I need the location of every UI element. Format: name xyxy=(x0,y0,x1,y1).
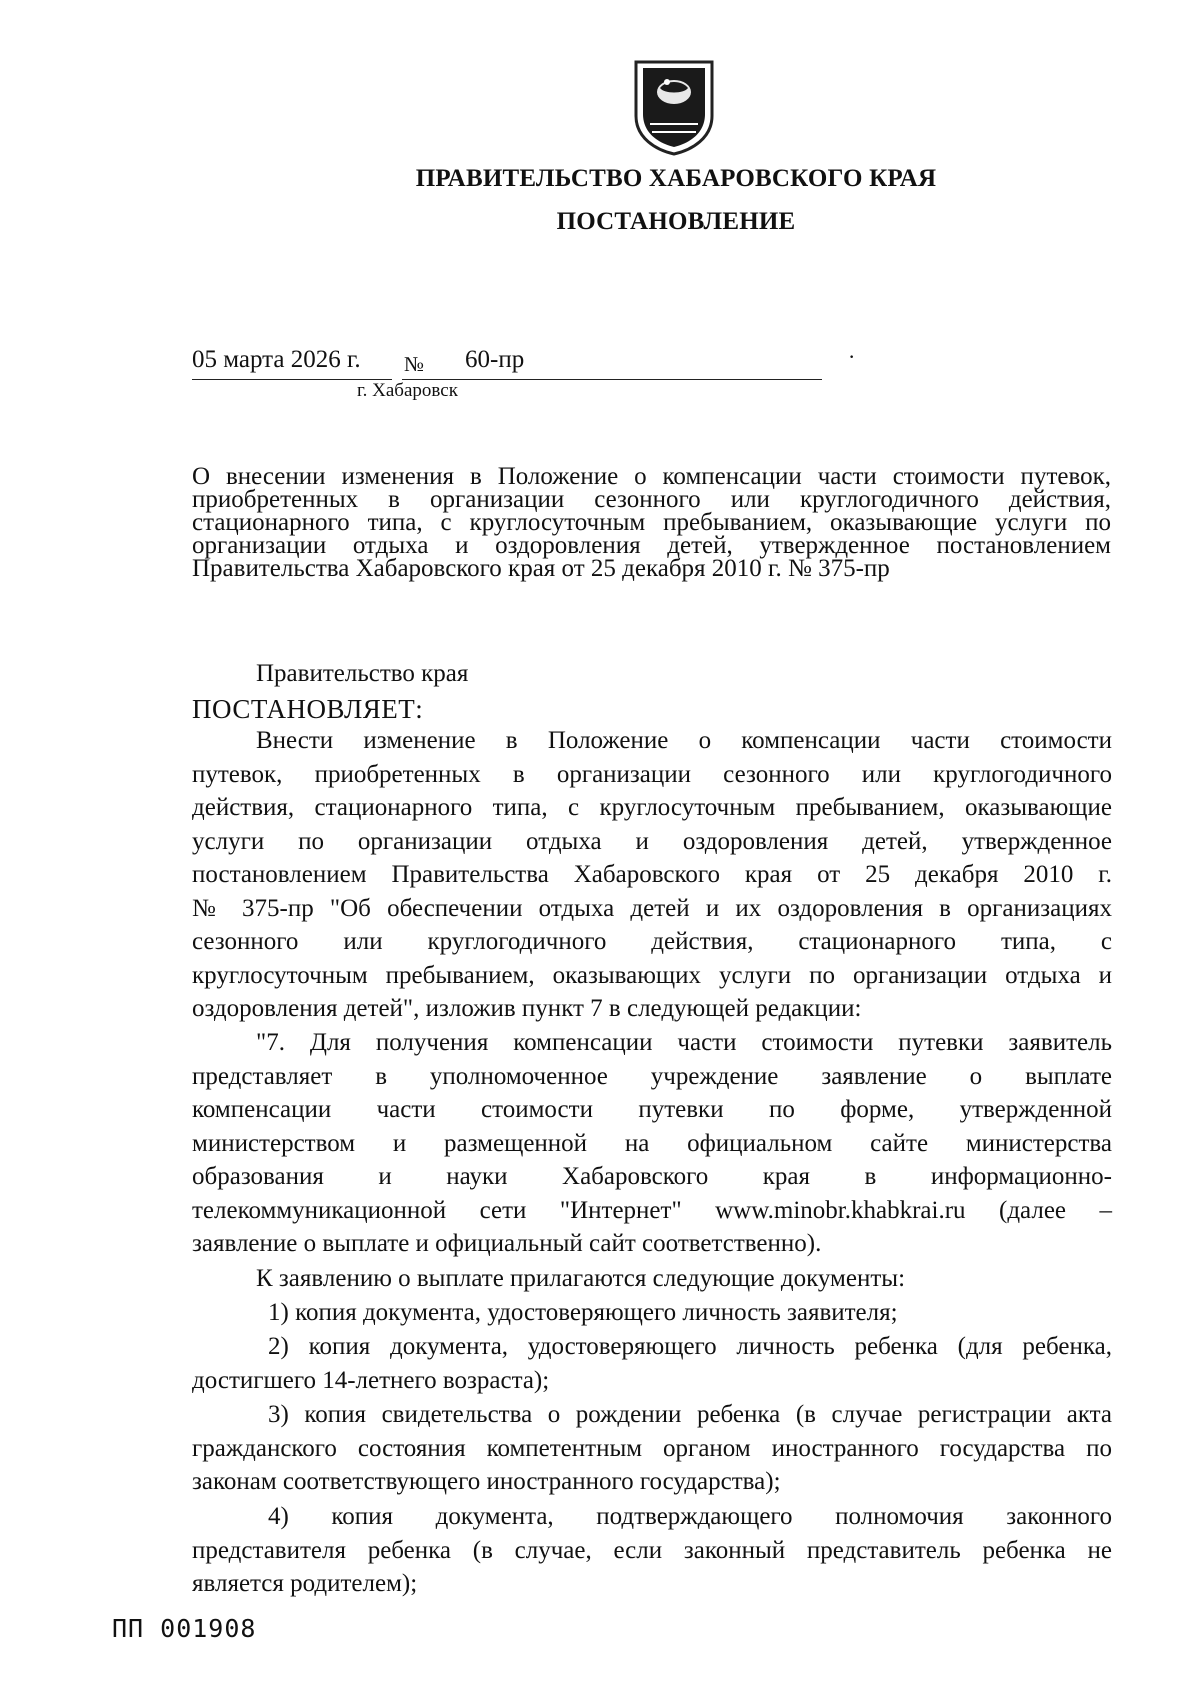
paragraph-line: образования и науки Хабаровского края в информационно- xyxy=(192,1163,1112,1190)
paragraph-line: круглосуточным пребыванием, оказывающих услуги по организации отдыха и xyxy=(192,961,1112,989)
paragraph-line: Внести изменение в Положение о компенсации части стоимости xyxy=(256,727,1112,754)
document-type: ПОСТАНОВЛЕНИЕ xyxy=(556,208,796,235)
paragraph-line: законам соответствующего иностранного государства); xyxy=(192,1468,781,1495)
document-subject xyxy=(192,465,1111,580)
form-code: ПП 001908 xyxy=(112,1614,257,1643)
paragraph-line: действия, стационарного типа, с круглосуточным пребыванием, оказывающие xyxy=(192,794,1112,821)
paragraph-line: компенсации части стоимости путевки по форме, утвержденной xyxy=(192,1096,1112,1123)
date-number-row xyxy=(192,344,856,382)
document-city: г. Хабаровск xyxy=(357,380,458,401)
document-item-1 xyxy=(192,1296,1112,1330)
paragraph-line: сезонного или круглогодичного действия, стационарного типа, с xyxy=(192,928,1112,955)
number-sign: № xyxy=(404,352,425,376)
stray-dot: · xyxy=(848,344,856,369)
paragraph-line: гражданского состояния компетентным органом иностранного государства по xyxy=(192,1434,1112,1462)
main-paragraph xyxy=(192,724,1112,1026)
paragraph-line: 3) копия свидетельства о рождении ребенка (в случае регистрации акта xyxy=(268,1401,1112,1428)
subject-line: О внесении изменения в Положение о компенсации части стоимости путевок, xyxy=(192,463,1111,490)
preamble-decree: ПОСТАНОВЛЯЕТ: xyxy=(192,694,424,724)
paragraph-line: 1) копия документа, удостоверяющего личность заявителя; xyxy=(268,1299,898,1326)
document-number: 60-пр xyxy=(465,346,525,373)
paragraph-line: постановлением Правительства Хабаровского края от 25 декабря 2010 г. xyxy=(192,861,1112,888)
paragraph-line: оздоровления детей", изложив пункт 7 в следующей редакции: xyxy=(192,995,862,1022)
organization-name: ПРАВИТЕЛЬСТВО ХАБАРОВСКОГО КРАЯ xyxy=(415,165,937,192)
paragraph-line: является родителем); xyxy=(192,1570,418,1597)
paragraph-line: достигшего 14-летнего возраста); xyxy=(192,1366,550,1394)
item-7-paragraph xyxy=(192,1026,1112,1261)
paragraph-line: 4) копия документа, подтверждающего полномочия законного xyxy=(268,1503,1112,1530)
paragraph-line: телекоммуникационной сети "Интернет" www.minobr.khabkrai.ru (далее – xyxy=(192,1196,1112,1224)
paragraph-line: министерством и размещенной на официальном сайте министерства xyxy=(192,1129,1112,1157)
subject-line: организации отдыха и оздоровления детей, утвержденное постановлением xyxy=(192,532,1111,559)
document-item-3 xyxy=(192,1398,1112,1499)
documents-intro xyxy=(192,1262,1112,1296)
paragraph-line: № 375-пр "Об обеспечении отдыха детей и их оздоровления в организациях xyxy=(192,894,1112,922)
document-item-4 xyxy=(192,1500,1112,1601)
document-item-2 xyxy=(192,1330,1112,1397)
preamble-government: Правительство края xyxy=(256,660,469,687)
paragraph-line: "7. Для получения компенсации части стоимости путевки заявитель xyxy=(256,1029,1112,1056)
paragraph-line: К заявлению о выплате прилагаются следующие документы: xyxy=(256,1265,906,1292)
paragraph-line: услуги по организации отдыха и оздоровления детей, утвержденное xyxy=(192,827,1112,855)
paragraph-line: 2) копия документа, удостоверяющего личность ребенка (для ребенка, xyxy=(268,1333,1112,1360)
number-underline xyxy=(402,379,822,380)
document-date: 05 марта 2026 г. xyxy=(192,346,361,373)
paragraph-line: заявление о выплате и официальный сайт соответственно). xyxy=(192,1230,822,1257)
coat-of-arms-icon xyxy=(630,58,718,156)
paragraph-line: представляет в уполномоченное учреждение заявление о выплате xyxy=(192,1062,1112,1090)
paragraph-line: представителя ребенка (в случае, если законный представитель ребенка не xyxy=(192,1536,1112,1564)
paragraph-line: путевок, приобретенных в организации сезонного или круглогодичного xyxy=(192,760,1112,788)
subject-line: стационарного типа, с круглосуточным пребыванием, оказывающие услуги по xyxy=(192,509,1111,536)
subject-line: Правительства Хабаровского края от 25 декабря 2010 г. № 375-пр xyxy=(192,555,890,582)
subject-line: приобретенных в организации сезонного или круглогодичного действия, xyxy=(192,486,1111,513)
